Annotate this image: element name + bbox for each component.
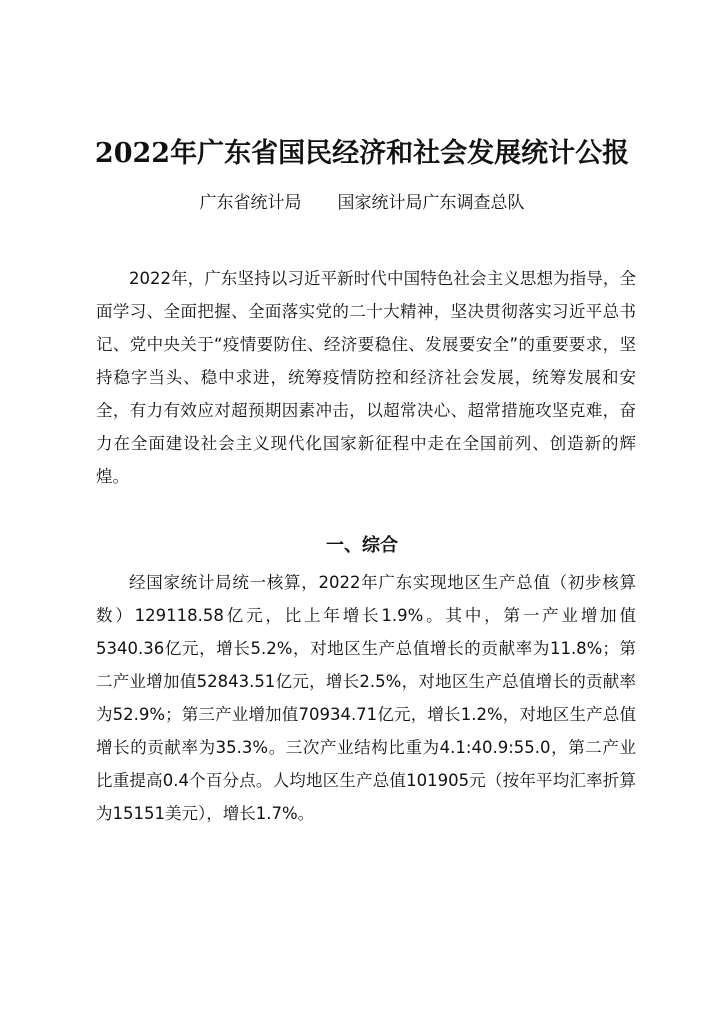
overview-section (96, 566, 636, 830)
issuer-provincial-bureau: 广东省统计局 (199, 193, 302, 213)
intro-section (96, 262, 636, 493)
section-heading-overview: 一、综合 (326, 535, 398, 556)
overview-paragraph: 经国家统计局统一核算，2022年广东实现地区生产总值（初步核算数）129118.58亿元，比上年增长1.9%。其中，第一产业增加值5340.36亿元，增长5.2%，对地区生产总值增长的贡献率为11.8%；第二产业增加值52843.51亿元，增长2.5%，对地区生产总值增长的贡献率为52.9%；第三产业增加值70934.71亿元，增长1.2%，对地区生产总值增长的贡献率为35.3%。三次产业结构比重为4.1:40.9:55.0，第二产业比重提高0.4个百分点。人均地区生产总值101905元（按年平均汇率折算为15151美元），增长1.7%。 (96, 573, 636, 823)
issuer-survey-team: 国家统计局广东调查总队 (337, 193, 525, 213)
document-title: 2022年广东省国民经济和社会发展统计公报 (94, 138, 630, 169)
intro-paragraph: 2022年，广东坚持以习近平新时代中国特色社会主义思想为指导，全面学习、全面把握、全面落实党的二十大精神，坚决贯彻落实习近平总书记、党中央关于“疫情要防住、经济要稳住、发展要安全”的重要要求，坚持稳字当头、稳中求进，统筹疫情防控和经济社会发展，统筹发展和安全，有力有效应对超预期因素冲击，以超常决心、超常措施攻坚克难，奋力在全面建设社会主义现代化国家新征程中走在全国前列、创造新的辉煌。 (96, 269, 636, 486)
issuer-line (0, 190, 724, 216)
